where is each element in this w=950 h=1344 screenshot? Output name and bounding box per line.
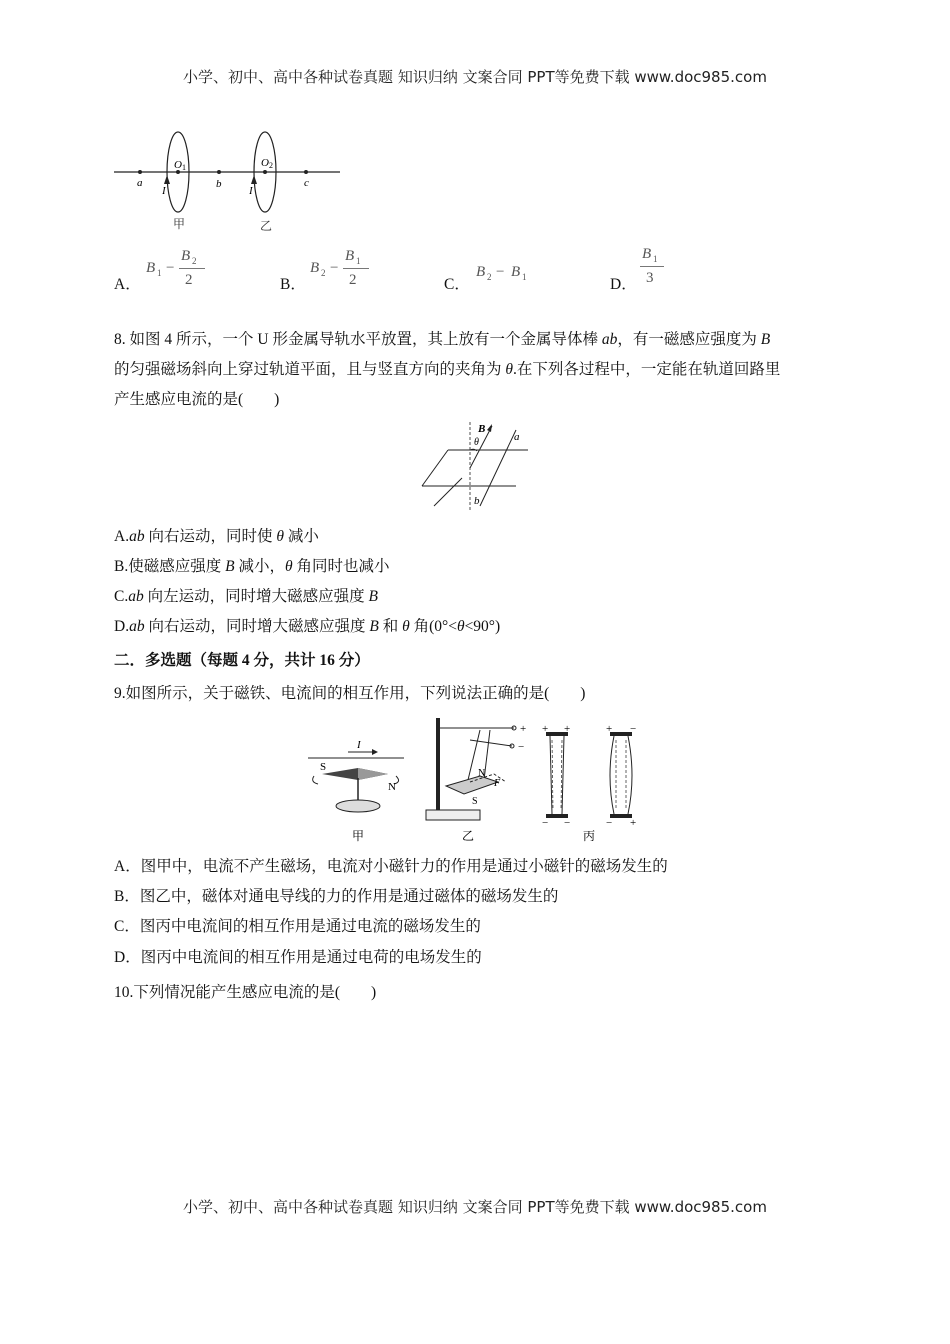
bing1-dashed-right xyxy=(561,740,562,810)
conductor-ab xyxy=(480,430,516,506)
q8d-B: B xyxy=(369,618,379,635)
u-magnet xyxy=(446,776,498,794)
q8d-ab: ab xyxy=(129,618,145,635)
q8b-B: B xyxy=(225,558,235,575)
label-o2-sub: 2 xyxy=(269,161,273,170)
q8-line1-pre: 8. 如图 4 所示，一个 U 形金属导轨水平放置，其上放有一个金属导体棒 xyxy=(114,331,602,348)
point-b xyxy=(217,170,221,174)
a-num-sub: 2 xyxy=(192,256,197,266)
a-minus: − xyxy=(166,260,175,276)
label-bing: 丙 xyxy=(583,829,596,843)
c-first: B xyxy=(476,264,486,280)
c-minus: − xyxy=(496,264,505,280)
page-header: 小学、初中、高中各种试卷真题 知识归纳 文案合同 PPT等免费下载 www.doc985.com xyxy=(183,68,767,86)
field-arrow xyxy=(487,424,492,432)
q7-option-a-expr xyxy=(146,248,216,294)
bing2-minus-bottom: − xyxy=(606,817,613,829)
a-bar xyxy=(179,268,205,269)
label-yi: 乙 xyxy=(260,219,273,233)
q8d-post: 角(0°< xyxy=(409,618,457,635)
q7-option-a-letter: A． xyxy=(114,276,141,293)
q8b-mid: 减小， xyxy=(234,558,285,575)
q8d-pre: D. xyxy=(114,618,130,635)
rail-end xyxy=(422,450,448,486)
q8-option-d xyxy=(114,617,500,637)
label-o2: O xyxy=(261,157,269,169)
q8a-mid: 向右运动，同时使 xyxy=(144,528,277,545)
bing2-minus-top: − xyxy=(630,723,637,735)
bing2-wire-right xyxy=(628,736,632,814)
q9-option-b: B．图乙中，磁体对通电导线的力的作用是通过磁体的磁场发生的 xyxy=(114,888,559,905)
fig-jia xyxy=(308,739,404,843)
q8-option-a xyxy=(114,527,319,547)
bing2-wire-left xyxy=(610,736,614,814)
q8d-and: 和 xyxy=(378,618,403,635)
q8b-theta: θ xyxy=(284,558,293,575)
bing1-wire-left xyxy=(550,736,552,814)
q9-option-c: C．图丙中电流间的相互作用是通过电流的磁场发生的 xyxy=(114,918,481,935)
section-2-title: 二．多选题（每题 4 分，共计 16 分） xyxy=(114,652,370,669)
q7-option-d-letter: D． xyxy=(610,276,637,293)
label-b: b xyxy=(216,178,222,190)
rail-extension xyxy=(434,478,462,506)
label-S: S xyxy=(320,761,327,773)
label-yi: 乙 xyxy=(462,829,475,843)
q8-option-b xyxy=(114,557,389,577)
bing2-top xyxy=(610,732,632,736)
q8a-post: 减小 xyxy=(283,528,319,545)
current-arrowhead-jia xyxy=(372,749,378,755)
point-c xyxy=(304,170,308,174)
page-footer: 小学、初中、高中各种试卷真题 知识归纳 文案合同 PPT等免费下载 www.doc985.com xyxy=(183,1198,767,1216)
label-jia: 甲 xyxy=(352,829,365,843)
c-first-sub: 2 xyxy=(487,272,492,282)
label-minus-yi: − xyxy=(518,741,525,753)
compass-needle-half xyxy=(358,768,388,780)
stand-pole xyxy=(436,718,440,810)
label-b: b xyxy=(474,495,480,507)
bing1-wire-right xyxy=(562,736,564,814)
q7-option-c-expr xyxy=(476,264,536,288)
b-bar xyxy=(343,268,369,269)
label-o1-sub: 1 xyxy=(182,163,186,172)
d-bar xyxy=(640,266,664,267)
q8a-pre: A. xyxy=(114,528,130,545)
a-den: 2 xyxy=(185,272,193,288)
q7-figure xyxy=(108,128,348,238)
bing1-minus-left: − xyxy=(542,817,549,829)
fig-bing xyxy=(542,723,636,843)
q8-line1-B: B xyxy=(760,331,771,348)
label-i2: I xyxy=(249,185,253,197)
q7-option-b-letter: B． xyxy=(280,276,306,293)
bing2-plus: + xyxy=(606,723,613,735)
label-c: c xyxy=(304,177,309,189)
label-I: I xyxy=(357,739,361,751)
label-theta: θ xyxy=(474,437,479,448)
fig-yi xyxy=(426,718,526,843)
label-N2: N xyxy=(478,768,486,779)
bing1-plus-right: + xyxy=(564,723,571,735)
label-S2: S xyxy=(472,796,478,807)
q8-line2-pre: 的匀强磁场斜向上穿过轨道平面，且与竖直方向的夹角为 xyxy=(114,361,506,378)
b-first-sub: 2 xyxy=(321,268,326,278)
d-den: 3 xyxy=(646,270,654,286)
d-num: B xyxy=(642,246,652,262)
q8-stem-line3: 产生感应电流的是( ) xyxy=(114,391,280,408)
q8-line1-ab: ab xyxy=(601,331,618,348)
bing2-bottom xyxy=(610,814,632,818)
b-den: 2 xyxy=(349,272,357,288)
q8-stem-line1 xyxy=(114,330,770,350)
q8a-ab: ab xyxy=(129,528,145,545)
q8b-post: 角同时也减小 xyxy=(292,558,390,575)
q8d-mid: 向右运动，同时增大磁感应强度 xyxy=(144,618,370,635)
q9-figure xyxy=(300,716,650,846)
point-o2 xyxy=(263,170,267,174)
label-F: F xyxy=(494,778,501,789)
bing1-minus-right: − xyxy=(564,817,571,829)
a-first-sub: 1 xyxy=(157,268,162,278)
c-second: B xyxy=(511,264,521,280)
q8a-theta: θ xyxy=(276,528,284,545)
current-arrow-2 xyxy=(251,175,257,184)
stand-base xyxy=(426,810,480,820)
q7-option-c-letter: C． xyxy=(444,276,470,293)
label-a: a xyxy=(514,431,520,443)
q8-line2-post: .在下列各过程中，一定能在轨道回路里 xyxy=(513,361,781,378)
d-num-sub: 1 xyxy=(653,254,658,264)
q9-option-a: A．图甲中，电流不产生磁场，电流对小磁针力的作用是通过小磁针的磁场发生的 xyxy=(114,858,668,875)
q10-stem: 10.下列情况能产生感应电流的是( ) xyxy=(114,984,377,1001)
bing1-plus-left: + xyxy=(542,723,549,735)
point-a xyxy=(138,170,142,174)
q9-option-d: D．图丙中电流间的相互作用是通过电荷的电场发生的 xyxy=(114,949,482,966)
q8c-pre: C. xyxy=(114,588,129,605)
bing1-dashed-left xyxy=(552,740,553,810)
label-a: a xyxy=(137,177,143,189)
q8-line2-theta: θ xyxy=(505,361,514,378)
q8c-B: B xyxy=(368,588,378,605)
label-N: N xyxy=(388,781,396,793)
bing2-plus-bottom: + xyxy=(630,817,637,829)
q8d-theta: θ xyxy=(402,618,410,635)
q8b-pre: B.使磁感应强度 xyxy=(114,558,226,575)
label-B: B xyxy=(478,423,486,435)
q8c-mid: 向左运动，同时增大磁感应强度 xyxy=(143,588,369,605)
b-first: B xyxy=(310,260,320,276)
q8d-end: <90°) xyxy=(464,618,501,635)
q7-option-d-expr xyxy=(640,246,670,292)
label-o1: O xyxy=(174,159,182,171)
a-first: B xyxy=(146,260,156,276)
b-minus: − xyxy=(330,260,339,276)
q8d-theta2: θ xyxy=(456,618,465,635)
b-num: B xyxy=(345,248,355,264)
rotation-arrow-left xyxy=(313,776,318,784)
b-num-sub: 1 xyxy=(356,256,361,266)
q8-option-c xyxy=(114,587,378,607)
q8-figure xyxy=(418,420,536,512)
q8-line1-post: ，有一磁感应强度为 xyxy=(617,331,761,348)
label-jia: 甲 xyxy=(173,217,186,231)
compass-base xyxy=(336,800,380,812)
current-arrow-1 xyxy=(164,175,170,184)
c-second-sub: 1 xyxy=(522,272,527,282)
q9-stem: 9.如图所示，关于磁铁、电流间的相互作用，下列说法正确的是( ) xyxy=(114,685,586,702)
label-plus-yi: + xyxy=(520,723,527,735)
q8c-ab: ab xyxy=(128,588,144,605)
q8-stem-line2 xyxy=(114,360,780,380)
q7-option-b-expr xyxy=(310,248,380,294)
label-i1: I xyxy=(162,185,166,197)
a-num: B xyxy=(181,248,191,264)
